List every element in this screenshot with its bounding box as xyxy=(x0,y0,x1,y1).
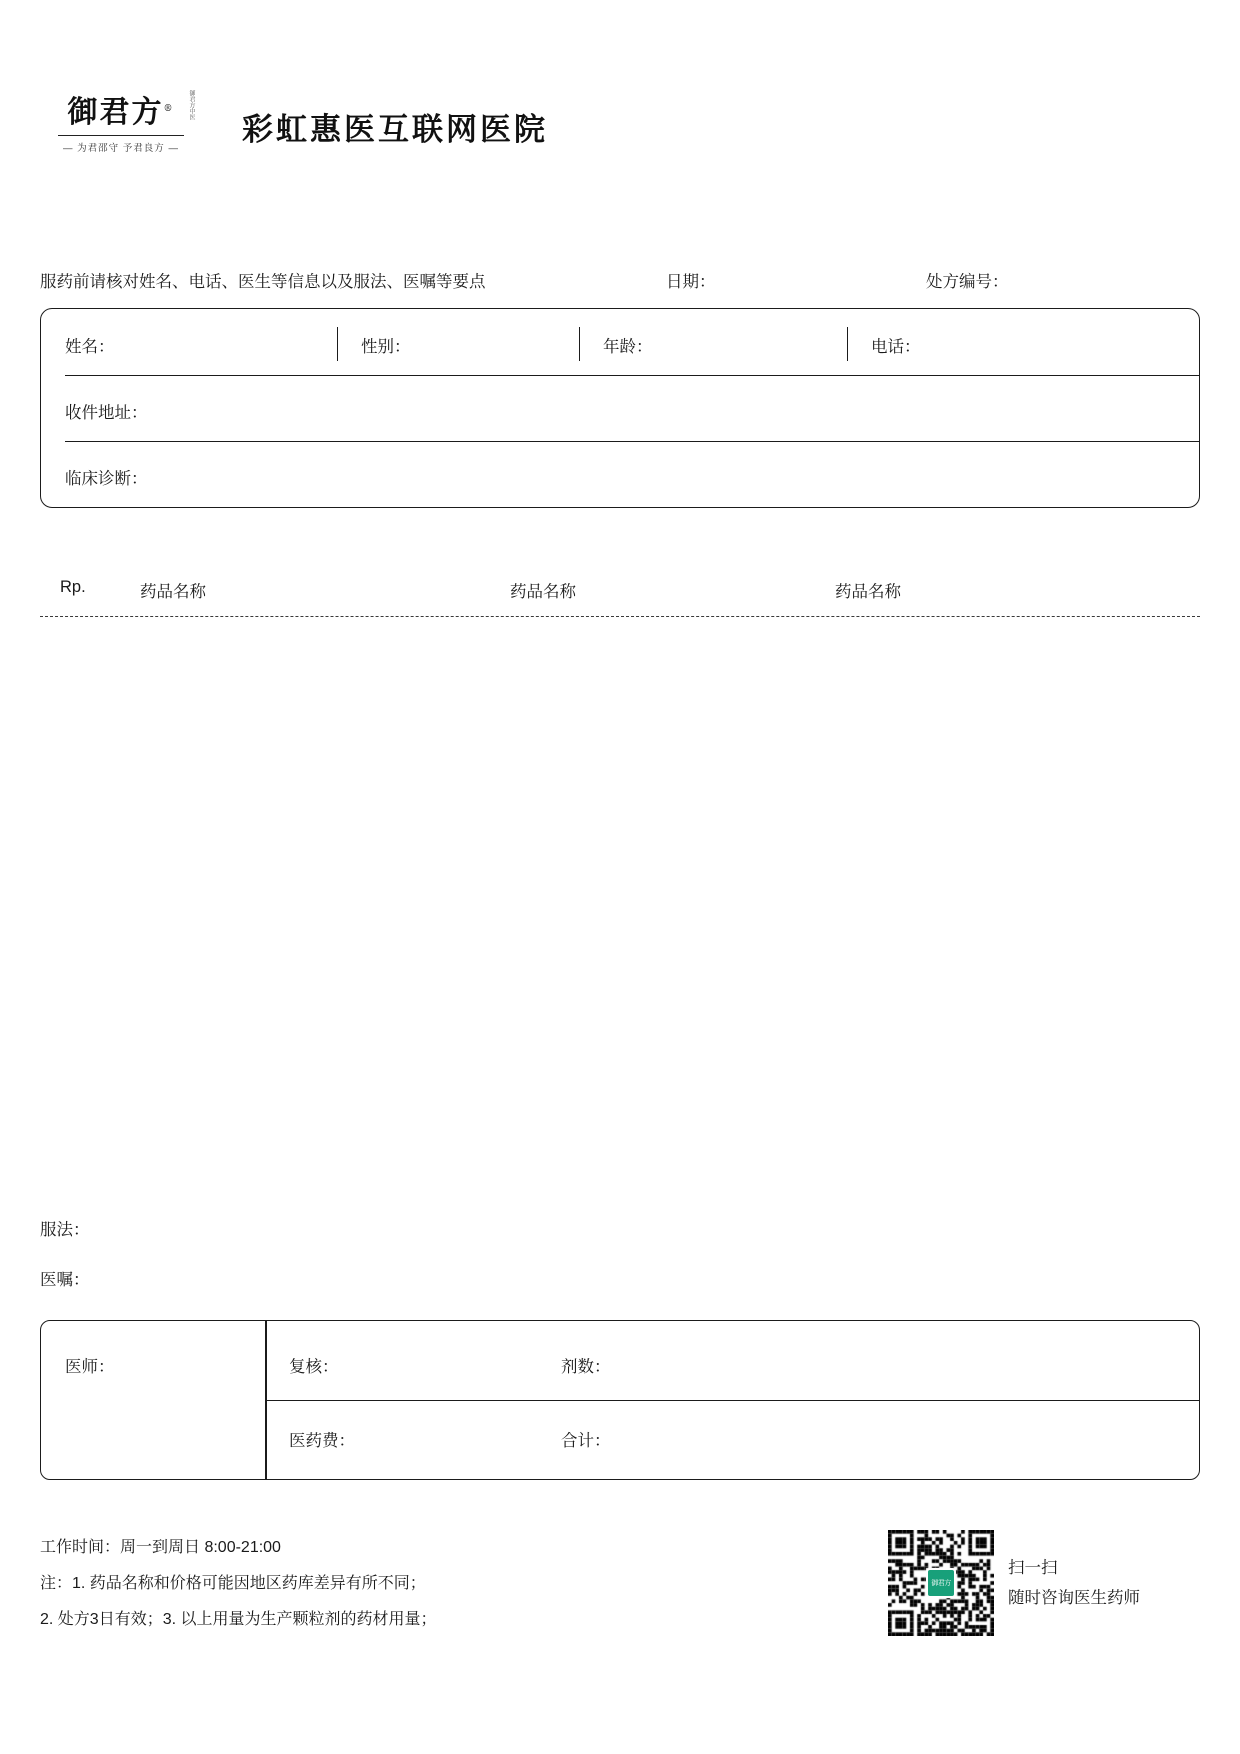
rp-header-row xyxy=(40,578,1200,602)
clinical-diagnosis-label: 临床诊断： xyxy=(65,470,148,488)
usage-label: 服法： xyxy=(40,1221,90,1239)
advice-label: 医嘱： xyxy=(40,1271,90,1289)
info-divider-2 xyxy=(579,327,580,361)
brand-slogan: — 为君邵守 予君良方 — xyxy=(63,143,179,154)
date-label: 日期： xyxy=(666,273,716,291)
footer-notes xyxy=(40,1530,436,1638)
rp-dashed-separator xyxy=(40,616,1200,617)
footer-note-line-2: 2. 处方3日有效；3. 以上用量为生产颗粒剂的药材用量； xyxy=(40,1611,437,1628)
doctor-label: 医师： xyxy=(65,1358,115,1376)
qr-title: 扫一扫 xyxy=(1008,1559,1058,1577)
patient-age-label: 年龄： xyxy=(603,338,653,356)
rp-label: Rp. xyxy=(60,578,86,596)
patient-address-label: 收件地址： xyxy=(65,404,148,422)
info-divider-1 xyxy=(337,327,338,361)
medicine-fee-label: 医药费： xyxy=(289,1432,355,1450)
dose-count-label: 剂数： xyxy=(561,1358,611,1376)
brand-logo-text xyxy=(67,95,175,130)
drug-name-column-3: 药品名称 xyxy=(835,583,901,601)
brand-vertical-text: 御君方中医 xyxy=(188,90,194,120)
notice-row xyxy=(40,268,1200,292)
signature-horizontal-divider xyxy=(265,1400,1199,1401)
brand-logo-characters: 御君方 xyxy=(67,95,164,130)
drug-name-column-1: 药品名称 xyxy=(140,583,206,601)
signature-box xyxy=(40,1320,1200,1480)
notice-text: 服药前请核对姓名、电话、医生等信息以及服法、医嘱等要点 xyxy=(40,273,486,291)
brand-logo xyxy=(52,86,194,166)
info-underline-1 xyxy=(65,375,1199,376)
patient-phone-label: 电话： xyxy=(871,338,921,356)
hospital-name: 彩虹惠医互联网医院 xyxy=(242,111,548,148)
patient-info-box xyxy=(40,308,1200,508)
prescription-number-label: 处方编号： xyxy=(926,273,1009,291)
document-header xyxy=(52,86,548,166)
info-divider-3 xyxy=(847,327,848,361)
qr-area xyxy=(888,1530,1140,1636)
patient-gender-label: 性别： xyxy=(361,338,411,356)
working-hours: 工作时间：周一到周日 8:00-21:00 xyxy=(40,1539,281,1556)
total-label: 合计： xyxy=(561,1432,611,1450)
logo-divider xyxy=(58,135,184,136)
drug-name-column-2: 药品名称 xyxy=(510,583,576,601)
footer-note-line-1: 注：1. 药品名称和价格可能因地区药库差异有所不同； xyxy=(40,1575,426,1592)
registered-mark: ® xyxy=(163,104,175,114)
qr-subtitle: 随时咨询医生药师 xyxy=(1008,1589,1140,1607)
review-label: 复核： xyxy=(289,1358,339,1376)
info-underline-2 xyxy=(65,441,1199,442)
qr-center-logo: 御君方 xyxy=(926,1568,956,1598)
patient-name-label: 姓名： xyxy=(65,338,115,356)
qr-text xyxy=(1008,1553,1140,1613)
qr-code[interactable] xyxy=(888,1530,994,1636)
